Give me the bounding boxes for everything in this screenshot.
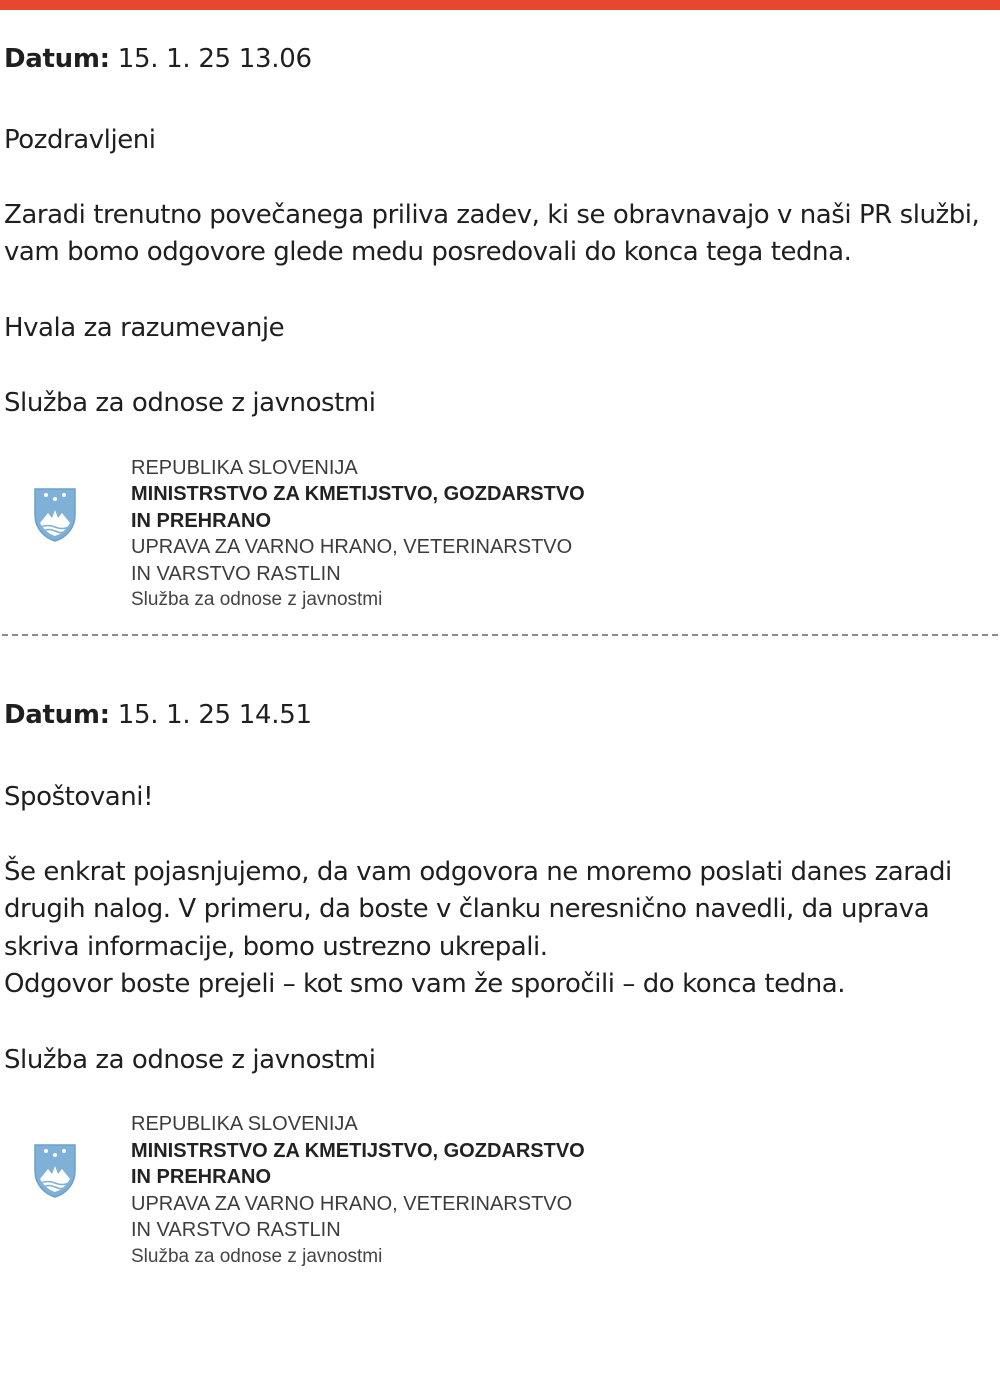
body-line: Odgovor boste prejeli – kot smo vam že sporočili – do konca tedna. — [4, 969, 846, 999]
signature-ministry-cont: IN PREHRANO — [131, 509, 272, 532]
signature-service: Služba za odnose z javnostmi — [131, 1245, 383, 1267]
email-message-2 — [0, 696, 1000, 1271]
date-line — [4, 696, 1000, 734]
date-line — [4, 40, 1000, 78]
body-paragraph — [4, 197, 994, 272]
signature-administration: UPRAVA ZA VARNO HRANO, VETERINARSTVO — [131, 1192, 573, 1215]
signature-text — [131, 455, 585, 614]
signature-administration: UPRAVA ZA VARNO HRANO, VETERINARSTVO — [131, 536, 573, 558]
greeting: Spoštovani! — [4, 782, 154, 812]
signature-administration-cont: IN VARSTVO RASTLIN — [131, 1219, 341, 1241]
signature-service: Služba za odnose z javnostmi — [131, 589, 383, 610]
signoff: Služba za odnose z javnostmi — [4, 388, 376, 418]
body-line: skriva informacije, bomo ustrezno ukrepali. — [4, 931, 548, 962]
coat-of-arms-icon — [32, 1141, 78, 1199]
signature-ministry: MINISTRSTVO ZA KMETIJSTVO, GOZDARSTVO — [131, 1139, 585, 1162]
date-value: 15. 1. 25 13.06 — [117, 44, 312, 74]
signature-ministry-cont: IN PREHRANO — [131, 1166, 272, 1188]
greeting: Pozdravljeni — [4, 125, 156, 155]
signature-country: REPUBLIKA SLOVENIJA — [131, 456, 358, 479]
signature-block — [0, 455, 1000, 615]
body-line: drugih nalog. V primeru, da boste v članku neresnično navedli, da uprava — [4, 894, 930, 924]
signature-administration-cont: IN VARSTVO RASTLIN — [131, 562, 341, 585]
coat-of-arms-icon — [32, 485, 78, 543]
date-label: Datum: — [4, 44, 110, 74]
message-divider — [2, 634, 998, 636]
email-message-1 — [0, 40, 1000, 615]
date-label: Datum: — [4, 700, 110, 730]
signature-text — [131, 1111, 585, 1270]
body-line: Še enkrat pojasnjujemo, da vam odgovora ne moremo poslati danes zaradi — [4, 856, 952, 887]
signoff: Služba za odnose z javnostmi — [4, 1044, 376, 1075]
signature-ministry: MINISTRSTVO ZA KMETIJSTVO, GOZDARSTVO — [131, 483, 585, 505]
body-line: Zaradi trenutno povečanega priliva zadev, ki se obravnavajo v naši PR službi, — [4, 199, 980, 230]
body-line: vam bomo odgovore glede medu posredovali do konca tega tedna. — [4, 237, 852, 267]
signature-country: REPUBLIKA SLOVENIJA — [131, 1113, 358, 1135]
body-paragraph — [4, 854, 994, 1004]
closing: Hvala za razumevanje — [4, 312, 285, 343]
signature-block — [0, 1111, 1000, 1271]
date-value: 15. 1. 25 14.51 — [117, 700, 312, 730]
top-accent-bar — [0, 0, 1000, 10]
